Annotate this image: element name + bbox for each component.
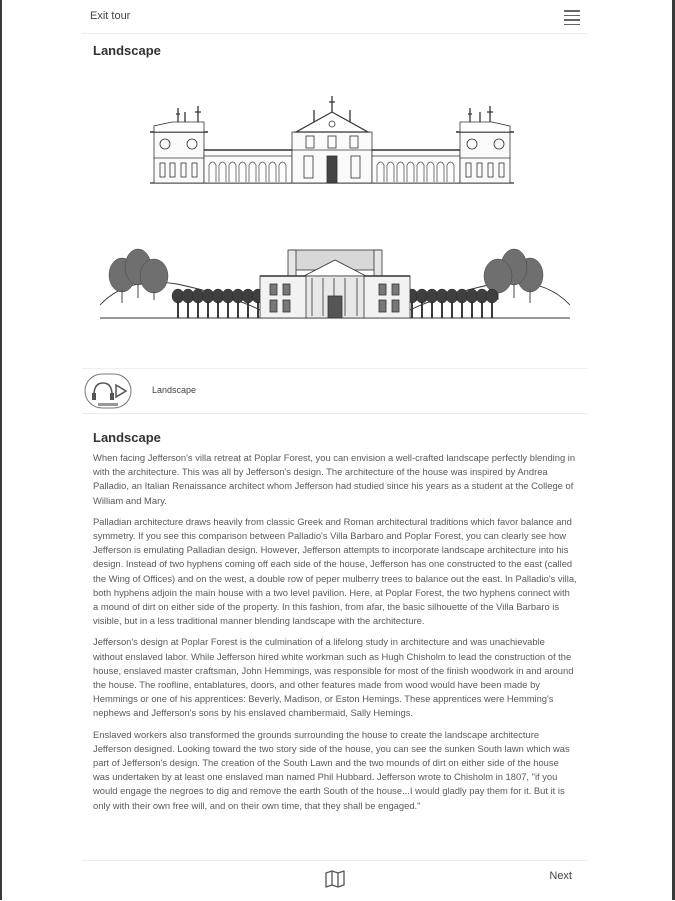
article-paragraph: Enslaved workers also transformed the grounds surrounding the house to create the landscape architecture Jefferson designed. Looking toward the two story side of the house, you can see the sunken South lawn which was part of Jefferson's design. The creation of the South Lawn and the two mounds of dirt on either side of the house was undertaken by at least one enslaved man named Phil Hubbard. Jefferson wrote to Chisholm in 1807, "if you would engage the negroes to dig and remove the earth South of the house...I would gladly pay them for it. But it is only with their own free will, and on their own time, that they shall be engaged." xyxy=(93,728,570,811)
hamburger-menu-icon[interactable] xyxy=(564,10,580,24)
window-edge-left xyxy=(0,0,2,900)
next-button[interactable]: Next xyxy=(549,870,572,882)
map-icon[interactable] xyxy=(325,870,345,888)
bottom-bar xyxy=(82,860,588,901)
poplar-forest-drawing xyxy=(100,249,570,318)
section-title: Landscape xyxy=(93,43,161,58)
scroll-fade xyxy=(82,835,588,860)
villa-barbaro-drawing xyxy=(150,96,514,183)
exit-tour-button[interactable]: Exit tour xyxy=(90,10,131,22)
article-paragraph: When facing Jefferson's villa retreat at Poplar Forest, you can envision a well-crafted landscape perfectly blending in with the architecture. This was all by Jefferson's design. The architecture of the house was inspired by Andrea Palladio, an Italian Renaissance architect whom Jefferson had studied since his years as a student at the College of William and Mary. xyxy=(93,452,576,506)
article-paragraph: Jefferson's design at Poplar Forest is the culmination of a lifelong study in architecture and was unachievable without enslaved labor. While Jefferson hired white workman such as Hugh Chisholm to lead the construction of the house, enslaved master craftsman, John Hemmings, was responsible for most of the finish woodwork in and around the house. The roofline, entablatures, doors, and other features made from wood would have been made by Hemmings or one of his apprentices: Beverly, Madison, or Eston Hemings. These apprentices were Hemming's nephews and Jefferson's sons by his enslaved chambermaid, Sally Hemings. xyxy=(93,636,574,719)
article-content xyxy=(93,430,577,860)
top-bar xyxy=(82,0,588,34)
villa-comparison-illustration xyxy=(82,70,588,365)
article-heading: Landscape xyxy=(93,430,161,445)
tour-page xyxy=(82,0,588,900)
audio-track-label: Landscape xyxy=(152,385,197,395)
article-paragraph: Palladian architecture draws heavily from classic Greek and Roman architectural traditions which favor balance and symmetry. If you see this comparison between Palladio's Villa Barbaro and Poplar Forest, you can clearly see how Jefferson is emulating Palladian design. However, Jefferson attempts to incorporate landscape architecture into his design. Instead of two hyphens coming off each side of the house, Jefferson has one constructed to the east (called the Wing of Offices) and on the west, a double row of peper mulberry trees to balance out the east. In Palladio's villa, both hyphens adjoin the main house with a two level pavilion. Here, at Poplar Forest, the two hyphens connect with a mound of dirt on either side of the property. In this fashion, from afar, the basic silhouette of the Villa Barbaro is visible, but in a less traditional manner blending landscape with the architecture. xyxy=(93,515,577,627)
audio-guide-row[interactable] xyxy=(82,368,588,414)
audio-play-icon[interactable] xyxy=(84,373,132,409)
